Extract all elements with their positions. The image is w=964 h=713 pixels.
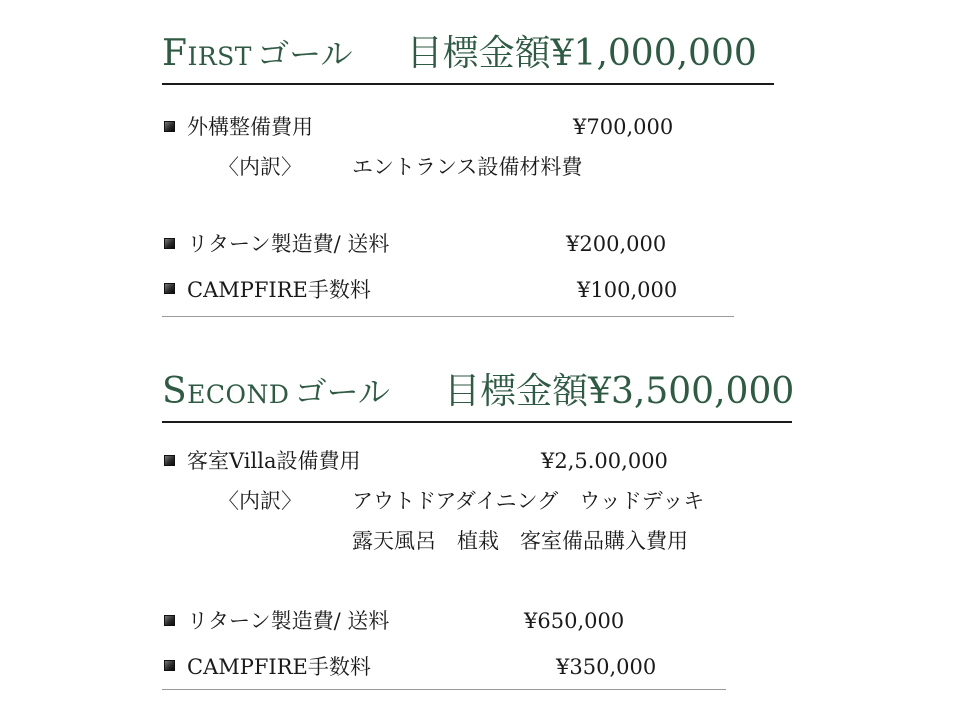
first-item-2-amount: ¥200,000 xyxy=(566,232,667,256)
first-goal-heading xyxy=(162,33,757,74)
second-item-2-name: リターン製造費/ 送料 xyxy=(187,609,390,633)
second-goal-underline xyxy=(162,421,792,423)
first-item-3-name: CAMPFIRE手数料 xyxy=(187,278,371,302)
first-item-1-amount: ¥700,000 xyxy=(573,115,674,139)
first-item-3-amount: ¥100,000 xyxy=(577,278,678,302)
second-item-1-amount: ¥2,5.00,000 xyxy=(541,449,668,473)
bullet-icon xyxy=(164,121,175,132)
second-item-3-amount: ¥350,000 xyxy=(556,655,657,679)
bullet-icon xyxy=(164,660,175,671)
second-goal-heading xyxy=(162,371,795,412)
second-goal-label-jp: ゴール xyxy=(294,373,390,411)
first-breakdown-line1: エントランス設備材料費 xyxy=(352,155,583,179)
first-item-1-name: 外構整備費用 xyxy=(187,115,313,139)
second-item-2-amount: ¥650,000 xyxy=(524,609,625,633)
first-goal-label-jp: ゴール xyxy=(257,35,353,73)
bullet-icon xyxy=(164,455,175,466)
first-goal-target: 目標金額¥1,000,000 xyxy=(406,33,757,74)
first-item-2-name: リターン製造費/ 送料 xyxy=(187,232,390,256)
first-goal-label: First xyxy=(162,33,252,74)
second-goal-target: 目標金額¥3,500,000 xyxy=(444,371,795,412)
first-breakdown-label: 〈内訳〉 xyxy=(218,155,302,179)
second-section-divider xyxy=(162,689,726,690)
bullet-icon xyxy=(164,238,175,249)
second-item-3-name: CAMPFIRE手数料 xyxy=(187,655,371,679)
bullet-icon xyxy=(164,615,175,626)
second-breakdown-label: 〈内訳〉 xyxy=(218,489,302,513)
second-breakdown-line2: 露天風呂 植栽 客室備品購入費用 xyxy=(352,529,688,553)
first-section-divider xyxy=(162,316,734,317)
second-goal-label: Second xyxy=(162,371,290,412)
second-item-1-name: 客室Villa設備費用 xyxy=(187,449,361,473)
second-breakdown-line1: アウトドアダイニング ウッドデッキ xyxy=(352,489,705,513)
first-goal-underline xyxy=(162,83,774,85)
bullet-icon xyxy=(164,283,175,294)
